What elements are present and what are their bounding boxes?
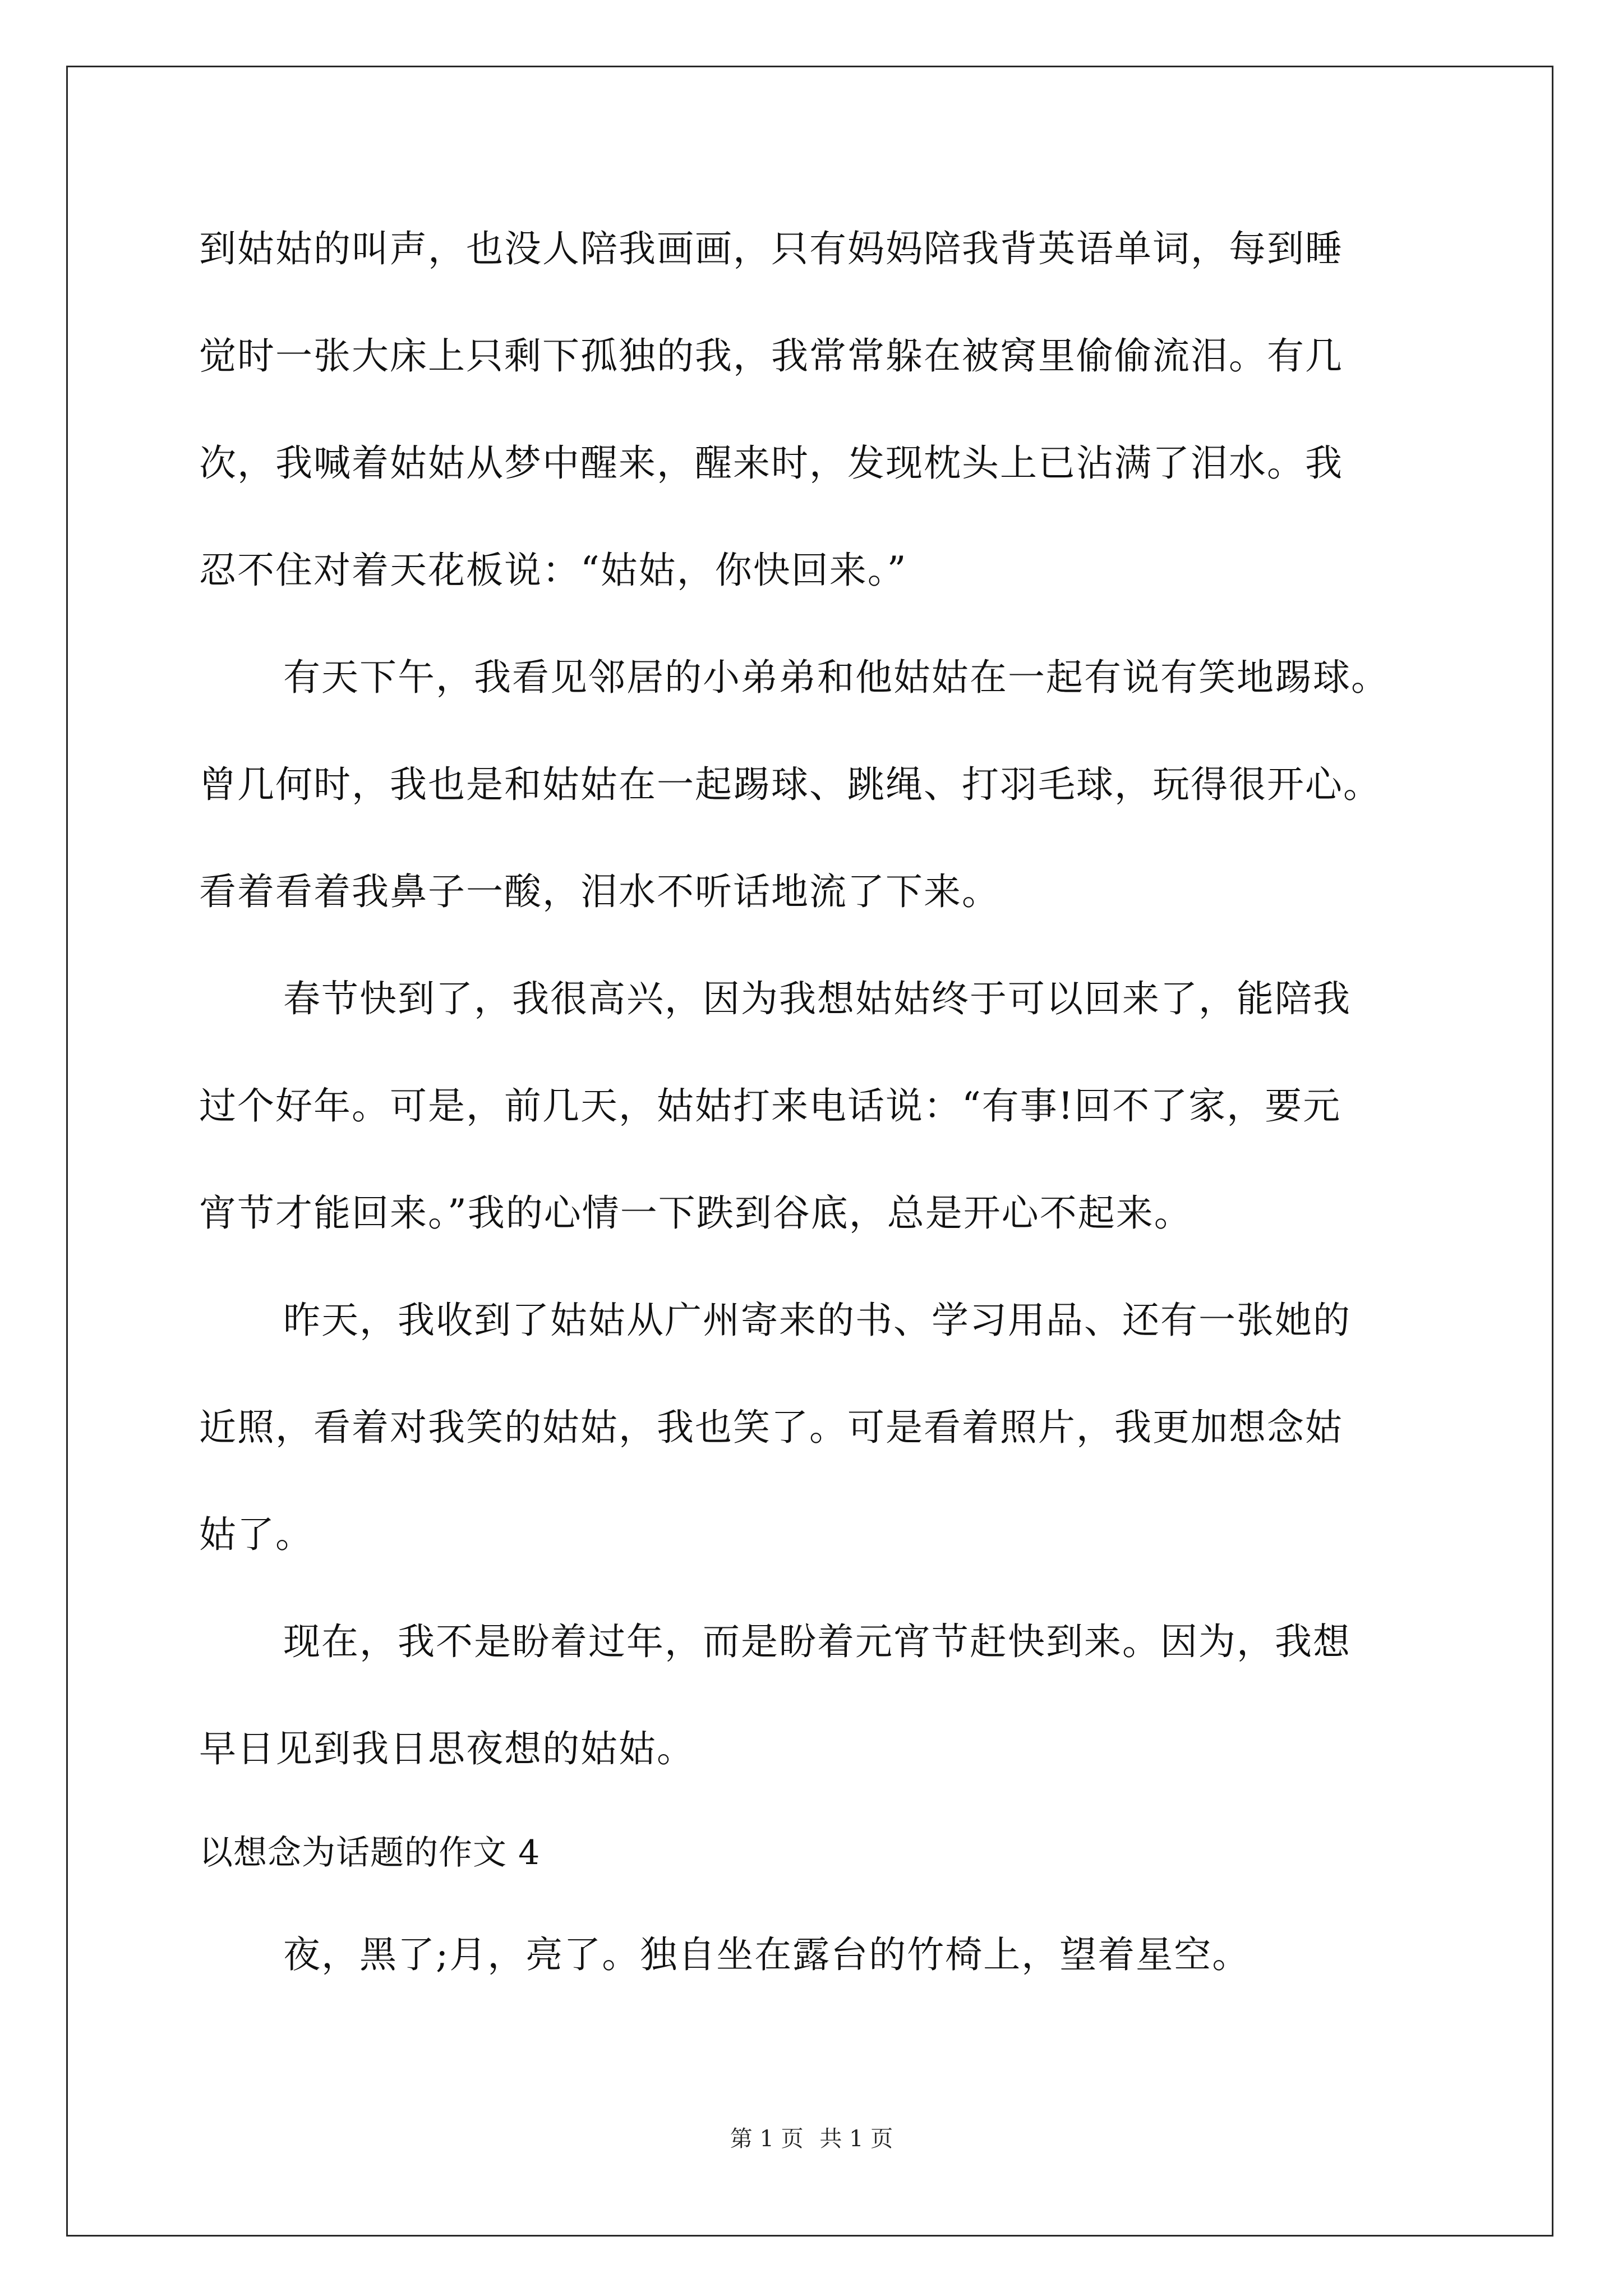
text-line: 过个好年。可是，前几天，姑姑打来电话说：“有事!回不了家，要元 (199, 1084, 1341, 1128)
text-line: 到姑姑的叫声，也没人陪我画画，只有妈妈陪我背英语单词，每到睡 (199, 227, 1343, 270)
text-line: 近照，看着对我笑的姑姑，我也笑了。可是看着照片，我更加想念姑 (199, 1406, 1343, 1449)
page-footer (0, 2125, 1623, 2153)
paragraph-start: 昨天，我收到了姑姑从广州寄来的书、学习用品、还有一张她的 (283, 1299, 1351, 1342)
paragraph-start: 夜，黑了;月，亮了。独自坐在露台的竹椅上，望着星空。 (283, 1933, 1251, 1976)
page-number: 第 1 页 (730, 2126, 804, 2152)
page-border (66, 66, 1553, 2237)
paragraph-start: 春节快到了，我很高兴，因为我想姑姑终于可以回来了，能陪我 (283, 977, 1351, 1020)
text-line: 看着看着我鼻子一酸，泪水不听话地流了下来。 (199, 870, 1000, 913)
text-line: 次，我喊着姑姑从梦中醒来，醒来时，发现枕头上已沾满了泪水。我 (199, 441, 1343, 485)
text-line: 曾几何时，我也是和姑姑在一起踢球、跳绳、打羽毛球，玩得很开心。 (199, 763, 1381, 806)
text-line: 宵节才能回来。”我的心情一下跌到谷底，总是开心不起来。 (199, 1191, 1192, 1235)
text-line: 忍不住对着天花板说：“姑姑，你快回来。” (199, 549, 907, 592)
text-line: 早日见到我日思夜想的姑姑。 (199, 1727, 695, 1770)
text-line: 姑了。 (199, 1513, 313, 1556)
paragraph-start: 现在，我不是盼着过年，而是盼着元宵节赶快到来。因为，我想 (283, 1620, 1351, 1663)
section-heading: 以想念为话题的作文 4 (199, 1833, 541, 1872)
paragraph-start: 有天下午，我看见邻居的小弟弟和他姑姑在一起有说有笑地踢球。 (283, 656, 1389, 699)
page-total: 共 1 页 (819, 2126, 893, 2152)
text-line: 觉时一张大床上只剩下孤独的我，我常常躲在被窝里偷偷流泪。有几 (199, 334, 1343, 378)
